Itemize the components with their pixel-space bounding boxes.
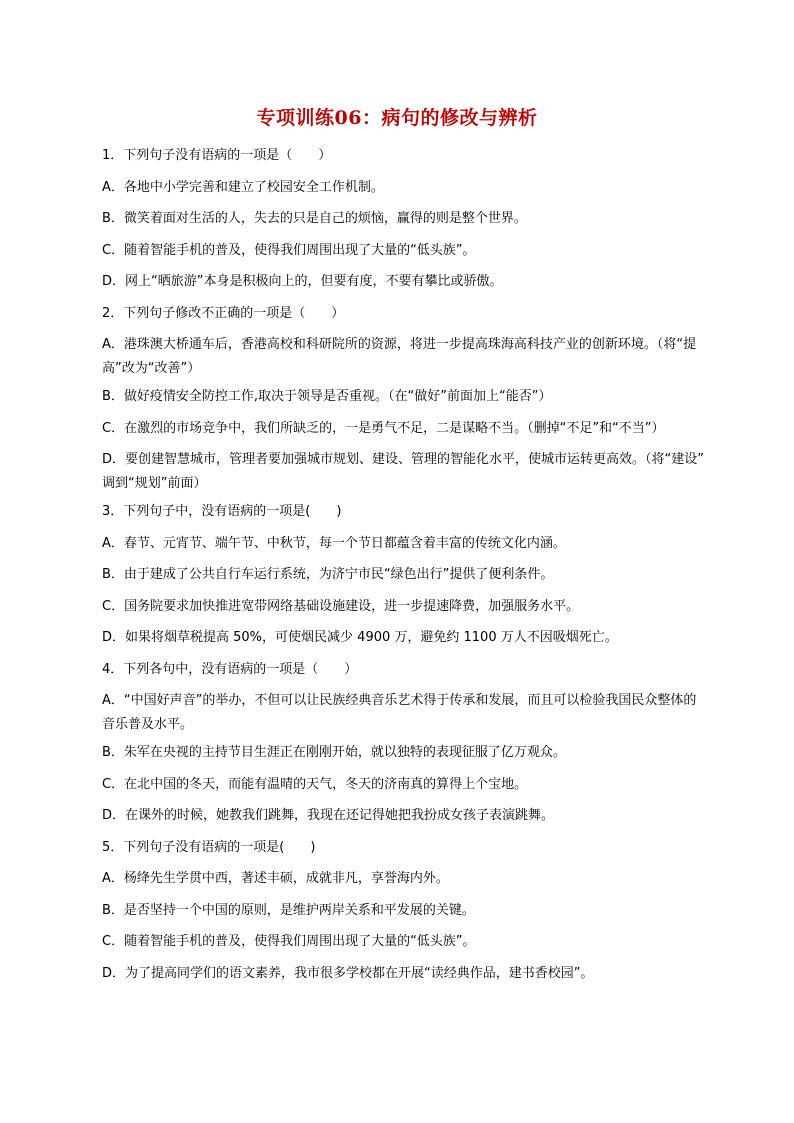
- option-d: D．在课外的时候，她教我们跳舞，我现在还记得她把我扮成女孩子表演跳舞。: [102, 808, 555, 823]
- question-stem: 2．下列句子修改不正确的一项是（ ）: [102, 305, 345, 321]
- option-c: C．随着智能手机的普及，使得我们周围出现了大量的“低头族”。: [102, 242, 476, 258]
- option-d: D．网上“晒旅游”本身是积极向上的，但要有度，不要有攀比或骄傲。: [102, 274, 503, 289]
- option-b: B．朱军在央视的主持节目生涯正在刚刚开始，就以独特的表现征服了亿万观众。: [102, 745, 566, 760]
- option-b: B．做好疫情安全防控工作,取决于领导是否重视。（在“做好”前面加上“能否”）: [102, 389, 552, 404]
- option-a-continued: 高”改为“改善”）: [102, 361, 201, 376]
- question-stem: 4．下列各句中，没有语病的一项是（ ）: [102, 661, 358, 677]
- option-a-continued: 音乐普及水平。: [102, 717, 194, 732]
- option-c: C．国务院要求加快推进宽带网络基础设施建设，进一步提速降费，加强服务水平。: [102, 598, 580, 614]
- option-c: C．随着智能手机的普及，使得我们周围出现了大量的“低头族”。: [102, 934, 476, 949]
- option-a: A．各地中小学完善和建立了校园安全工作机制。: [102, 179, 384, 195]
- option-c: C．在激烈的市场竞争中，我们所缺乏的，一是勇气不足，二是谋略不当。（删掉“不足”和“不当”）: [102, 420, 665, 436]
- option-b: B．是否坚持一个中国的原则，是维护两岸关系和平发展的关键。: [102, 902, 475, 918]
- option-a: A．春节、元宵节、端午节、中秋节，每一个节日都蕴含着丰富的传统文化内涵。: [102, 535, 566, 551]
- option-d: D．如果将烟草税提高 50%，可使烟民减少 4900 万，避免约 1100 万人不因吸烟死亡。: [102, 630, 618, 645]
- question-stem: 1．下列句子没有语病的一项是（ ）: [102, 148, 332, 163]
- option-a: A．港珠澳大桥通车后，香港高校和科研院所的资源，将进一步提高珠海高科技产业的创新环境。（将“提: [102, 337, 697, 352]
- option-d-continued: 调到“规划”前面）: [102, 476, 207, 491]
- option-c: C．在北中国的冬天，而能有温晴的天气，冬天的济南真的算得上个宝地。: [102, 776, 528, 792]
- option-b: B．微笑着面对生活的人，失去的只是自己的烦恼，赢得的则是整个世界。: [102, 211, 527, 226]
- option-d: D．为了提高同学们的语文素养，我市很多学校都在开展“读经典作品，建书香校园”。: [102, 965, 594, 981]
- option-a: A．“中国好声音”的举办，不但可以让民族经典音乐艺术得于传承和发展，而且可以检验我国民众整体的: [102, 693, 697, 708]
- question-list: [102, 140, 724, 989]
- question-stem: 5．下列句子没有语病的一项是( ): [102, 839, 316, 855]
- page-title: 专项训练06：病句的修改与辨析: [256, 107, 538, 129]
- option-a: A．杨绛先生学贯中西，著述丰硕，成就非凡，享誉海内外。: [102, 871, 449, 886]
- option-b: B．由于建成了公共自行车运行系统，为济宁市民“绿色出行”提供了便利条件。: [102, 567, 554, 582]
- option-d: D．要创建智慧城市，管理者要加强城市规划、建设、管理的智能化水平，使城市运转更高效。（将“建设”: [102, 452, 704, 467]
- question-stem: 3．下列句子中，没有语病的一项是( ): [102, 504, 342, 519]
